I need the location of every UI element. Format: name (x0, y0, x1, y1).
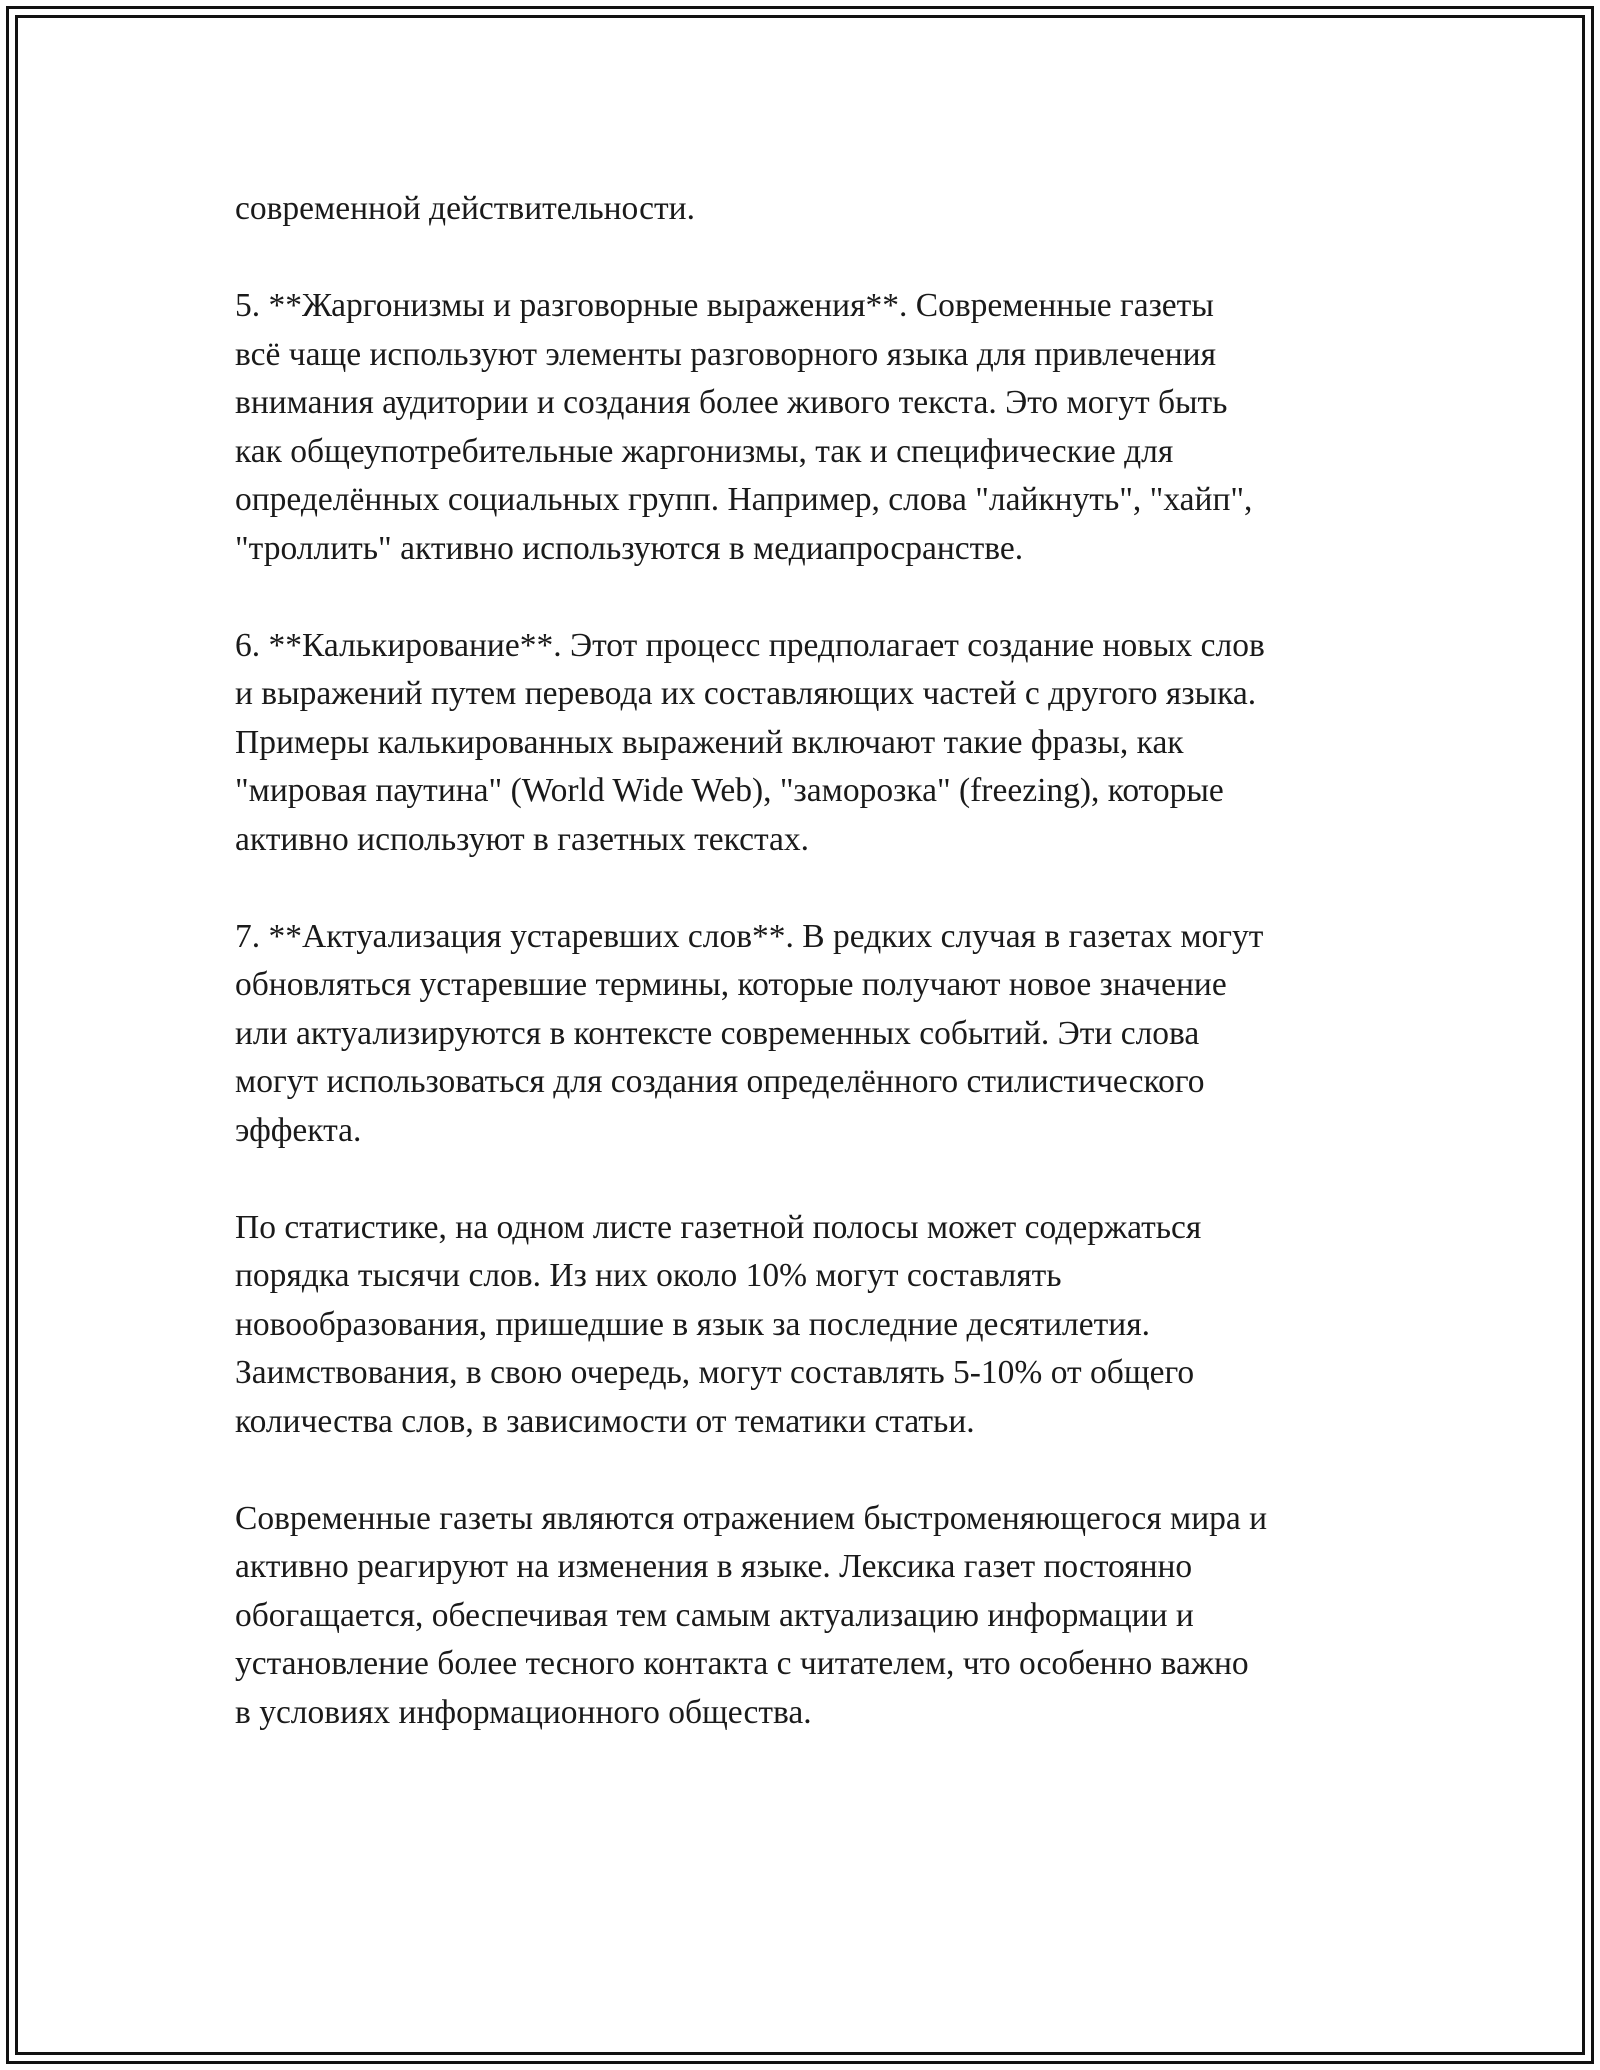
text-line: внимания аудитории и создания более живого текста. Это могут быть (235, 384, 1228, 421)
paragraph-conclusion (235, 1495, 1415, 1738)
paragraph-gap (235, 1446, 1415, 1495)
text-line: "троллить" активно используются в медиапросранстве. (235, 529, 1024, 567)
text-line: и выражений путем перевода их составляющих частей с другого языка. (235, 675, 1257, 712)
text-line: современной действительности. (235, 190, 695, 227)
text-line: установление более тесного контакта с читателем, что особенно важно (235, 1645, 1249, 1682)
text-line: могут использоваться для создания определённого стилистического (235, 1063, 1205, 1100)
paragraph-item-7 (235, 913, 1415, 1156)
text-line: эффекта. (235, 1111, 362, 1149)
text-line: количества слов, в зависимости от тематики статьи. (235, 1402, 975, 1440)
paragraph-statistics (235, 1204, 1415, 1447)
text-line: Примеры калькированных выражений включают такие фразы, как (235, 723, 1184, 761)
text-line: порядка тысячи слов. Из них около 10% могут составлять (235, 1257, 1062, 1294)
paragraph-item-6 (235, 622, 1415, 865)
text-line: активно реагируют на изменения в языке. Лексика газет постоянно (235, 1548, 1193, 1585)
paragraph-gap (235, 234, 1415, 283)
paragraph-gap (235, 1155, 1415, 1204)
paragraph-item-5 (235, 282, 1415, 573)
paragraph-gap (235, 864, 1415, 913)
text-line: в условиях информационного общества. (235, 1693, 812, 1731)
text-line: 7. **Актуализация устаревших слов**. В редких случая в газетах могут (235, 917, 1264, 955)
text-line: "мировая паутина" (World Wide Web), "заморозка" (freezing), которые (235, 772, 1224, 809)
text-line: 6. **Калькирование**. Этот процесс предполагает создание новых слов (235, 626, 1265, 664)
text-line: или актуализируются в контексте современных событий. Эти слова (235, 1014, 1200, 1052)
text-line: обновляться устаревшие термины, которые получают новое значение (235, 966, 1227, 1003)
text-line: всё чаще используют элементы разговорного языка для привлечения (235, 335, 1217, 373)
text-line: обогащается, обеспечивая тем самым актуализацию информации и (235, 1596, 1194, 1634)
text-line: Современные газеты являются отражением быстроменяющегося мира и (235, 1499, 1268, 1537)
text-line: Заимствования, в свою очередь, могут составлять 5-10% от общего (235, 1354, 1195, 1391)
paragraph-gap (235, 573, 1415, 622)
text-line: как общеупотребительные жаргонизмы, так и специфические для (235, 432, 1174, 470)
document-body (235, 185, 1415, 1737)
text-line: новообразования, пришедшие в язык за последние десятилетия. (235, 1305, 1150, 1343)
paragraph-intro (235, 185, 1415, 234)
text-line: 5. **Жаргонизмы и разговорные выражения**. Современные газеты (235, 287, 1214, 324)
text-line: активно используют в газетных текстах. (235, 820, 810, 858)
text-line: По статистике, на одном листе газетной полосы может содержаться (235, 1208, 1202, 1246)
text-line: определённых социальных групп. Например, слова "лайкнуть", "хайп", (235, 481, 1253, 518)
